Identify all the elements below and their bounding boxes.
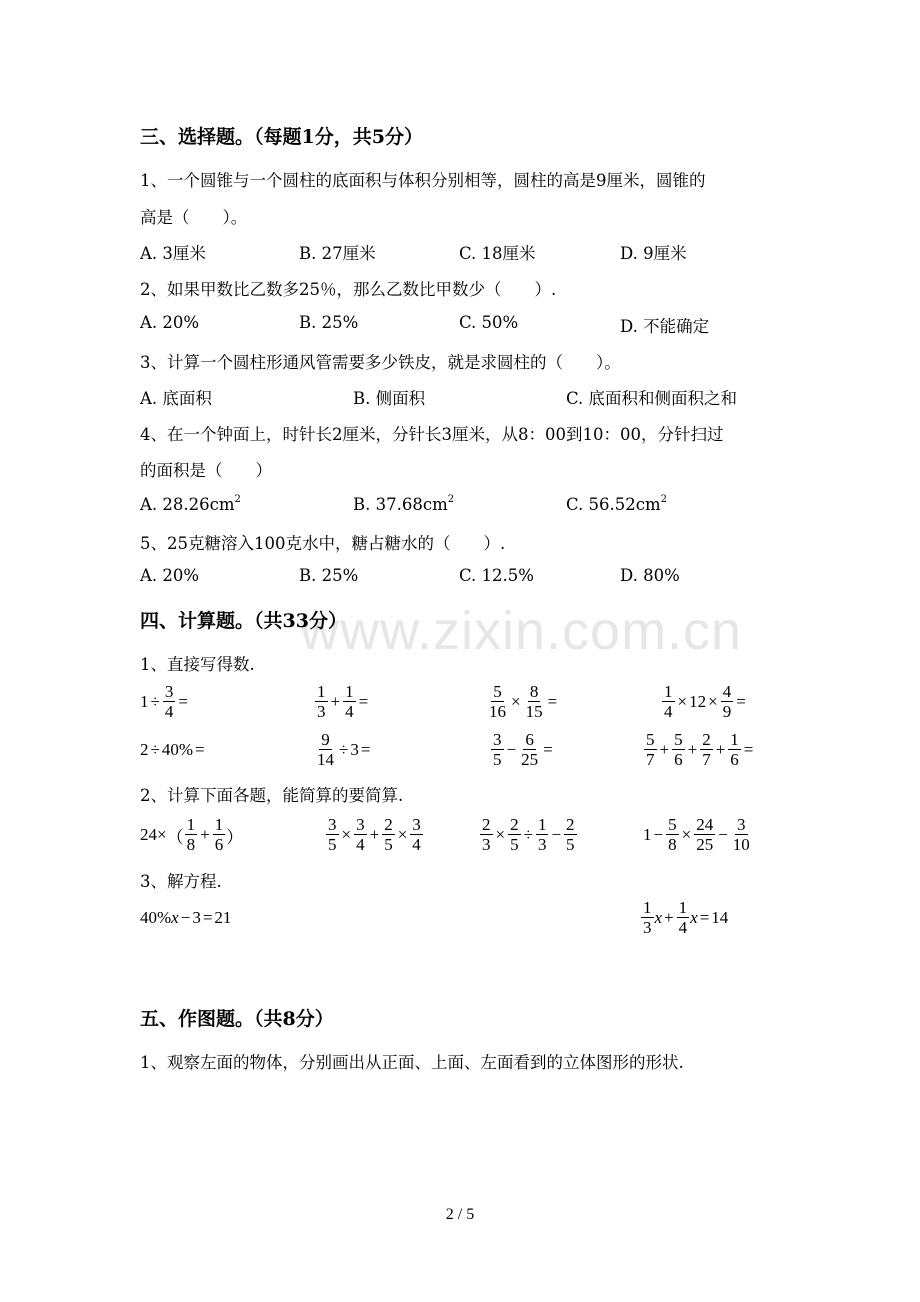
question-1-text-cont: 高是（ ）。	[140, 208, 248, 227]
expr-2-2: $\frac{9}{14}$ ÷ 3 =	[317, 730, 371, 769]
calc-part-2-title: 2、计算下面各题，能简算的要简算.	[140, 786, 404, 805]
equation-2: 1 3 x + $\frac{1}{4}$ x = 14	[643, 898, 729, 937]
expr-2-4: 5 7 + $\frac{5}{6}$ + $\frac{2}{7}$ + $\frac{1}{6}$ =	[646, 730, 754, 769]
expr-3-2: $\frac{3}{5}$ × $\frac{3}{4}$ + $\frac{2}{5}$ × $\frac{3}{4}$	[328, 815, 421, 854]
expr-1-4: $\frac{1}{4}$ × 12 × $\frac{4}{9}$ =	[664, 682, 746, 721]
expr-3-4: 1 − $\frac{5}{8}$ × $\frac{24}{25}$ − $\frac{3}{10}$	[643, 815, 750, 854]
question-4-text: 4、在一个钟面上，时针长2厘米，分针长3厘米，从8：00到10：00，分针扫过	[140, 425, 724, 444]
expr-2-3: 3 5 − $\frac{6}{25}$ =	[493, 730, 553, 769]
q4-option-b: B. $37.68cm^2$	[353, 494, 455, 514]
q3-option-c: C. 底面积和侧面积之和	[566, 389, 738, 408]
q5-option-c: C. 12.5%	[459, 566, 534, 585]
expr-1-3: $\frac{5}{16}$ × $\frac{8}{15}$ =	[489, 682, 558, 721]
q3-option-b: B. 侧面积	[353, 389, 426, 408]
expr-3-1: 24 × （ 1 8 + $\frac{1}{6}$ ）	[140, 815, 244, 854]
q4-option-c: C. $56.52cm^2$	[566, 494, 668, 514]
watermark: www.zixin.com.cn	[300, 601, 743, 661]
expr-3-3: $\frac{2}{3}$ × $\frac{2}{5}$ ÷ $\frac{1}{3}$ − $\frac{2}{5}$	[482, 815, 575, 854]
q2-option-c: C. 50%	[459, 313, 519, 332]
question-4-text-cont: 的面积是（ ）	[140, 461, 272, 480]
q5-option-a: A. 20%	[140, 566, 200, 585]
expr-1-2: 1 3 + $\frac{1}{4}$ =	[317, 682, 369, 721]
calc-part-3-title: 3、解方程.	[140, 872, 222, 891]
section-title-choice: 三、选择题。（每题1分，共5分）	[140, 126, 423, 148]
q1-option-b: B. 27厘米	[299, 244, 376, 263]
page-number: 2 / 5	[445, 1206, 475, 1223]
section-title-calculation: 四、计算题。（共33分）	[140, 610, 347, 632]
q3-option-a: A. 底面积	[140, 389, 212, 408]
q4-option-a: A. $28.26cm^2$	[140, 494, 241, 514]
question-2-text: 2、如果甲数比乙数多25％，那么乙数比甲数少（ ）.	[140, 280, 557, 299]
q1-option-a: A. 3厘米	[140, 244, 206, 263]
question-3-text: 3、计算一个圆柱形通风管需要多少铁皮，就是求圆柱的（ ）。	[140, 353, 621, 372]
equation-1: 40% x − 3 = 21	[140, 908, 232, 927]
q2-option-a: A. 20%	[140, 313, 200, 332]
q2-option-d: D. 不能确定	[620, 317, 710, 336]
drawing-question-1: 1、观察左面的物体，分别画出从正面、上面、左面看到的立体图形的形状.	[140, 1053, 684, 1072]
q2-option-b: B. 25%	[299, 313, 359, 332]
calc-part-1-title: 1、直接写得数.	[140, 655, 255, 674]
q5-option-b: B. 25%	[299, 566, 359, 585]
q1-option-c: C. 18厘米	[459, 244, 536, 263]
q5-option-d: D. 80%	[620, 566, 680, 585]
section-title-drawing: 五、作图题。（共8分）	[140, 1008, 334, 1030]
expr-2-1: 2 ÷ 40% =	[140, 740, 205, 759]
q1-option-d: D. 9厘米	[620, 244, 687, 263]
question-1-text: 1、一个圆锥与一个圆柱的底面积与体积分别相等，圆柱的高是9厘米，圆锥的	[140, 171, 706, 190]
question-5-text: 5、25克糖溶入100克水中，糖占糖水的（ ）.	[140, 534, 506, 553]
expr-1-1: 1 ÷ $\frac{3}{4}$ =	[140, 682, 188, 721]
